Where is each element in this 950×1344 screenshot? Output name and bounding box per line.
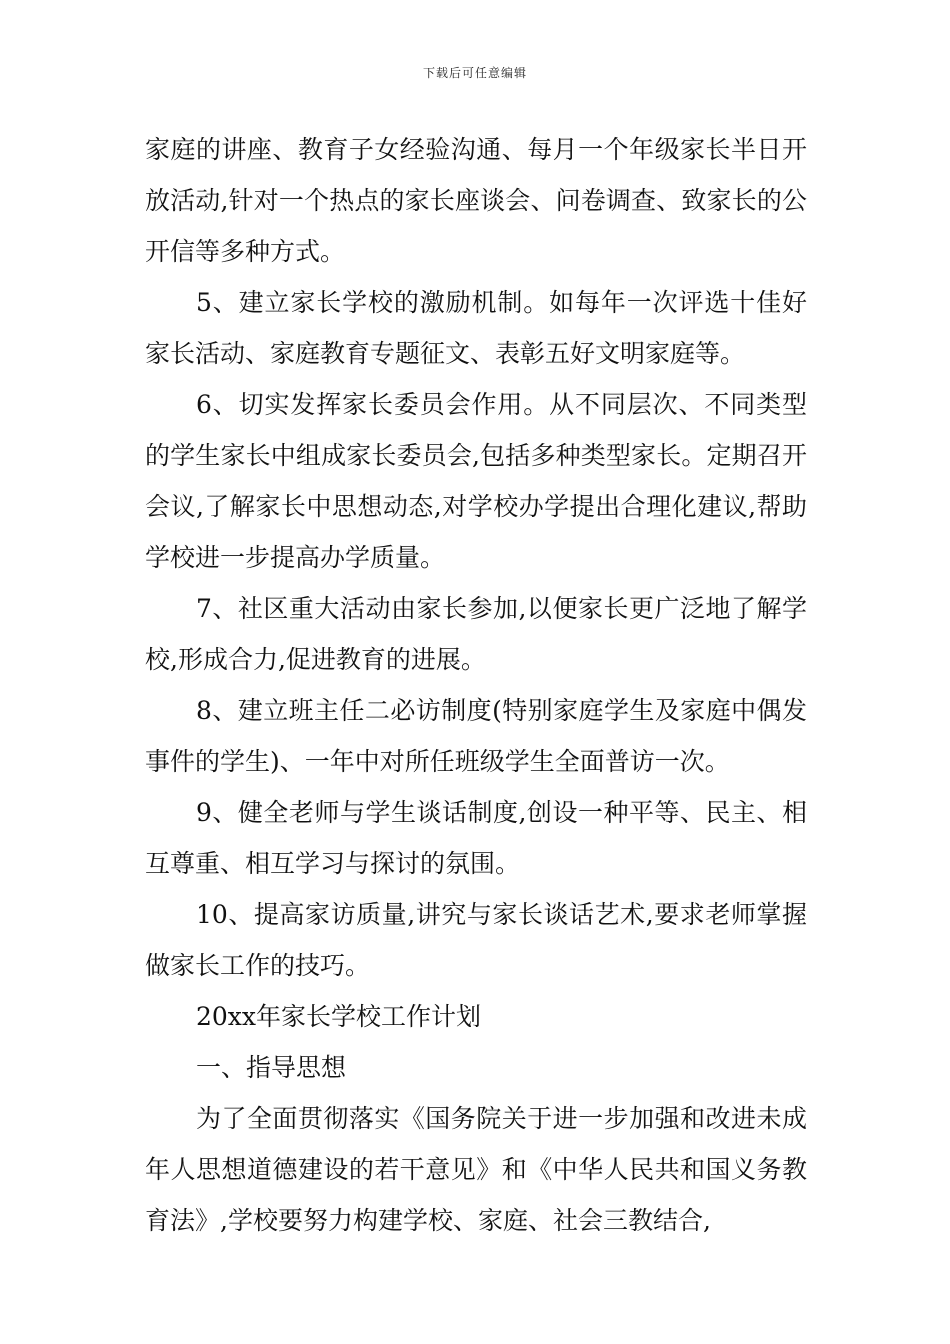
paragraph-guiding-ideology: 为了全面贯彻落实《国务院关于进一步加强和改进未成年人思想道德建设的若干意见》和《中华人民共和国义务教育法》,学校要努力构建学校、家庭、社会三教结合, bbox=[145, 1104, 807, 1235]
paragraph-item-8: 8、建立班主任二必访制度(特别家庭学生及家庭中偶发事件的学生)、一年中对所任班级学生全面普访一次。 bbox=[145, 696, 807, 776]
paragraph-item-10: 10、提高家访质量,讲究与家长谈话艺术,要求老师掌握做家长工作的技巧。 bbox=[145, 900, 807, 980]
paragraph-item-5: 5、建立家长学校的激励机制。如每年一次评选十佳好家长活动、家庭教育专题征文、表彰五好文明家庭等。 bbox=[145, 288, 807, 368]
paragraph-item-6: 6、切实发挥家长委员会作用。从不同层次、不同类型的学生家长中组成家长委员会,包括多种类型家长。定期召开会议,了解家长中思想动态,对学校办学提出合理化建议,帮助学校进一步提高办学质量。 bbox=[145, 390, 807, 572]
paragraph-continuation: 家庭的讲座、教育子女经验沟通、每月一个年级家长半日开放活动,针对一个热点的家长座谈会、问卷调查、致家长的公开信等多种方式。 bbox=[145, 135, 807, 266]
section-title: 20xx年家长学校工作计划 bbox=[196, 1002, 482, 1031]
section-heading-guiding-ideology: 一、指导思想 bbox=[196, 1053, 347, 1082]
document-body bbox=[145, 124, 807, 1246]
paragraph-item-9: 9、健全老师与学生谈话制度,创设一种平等、民主、相互尊重、相互学习与探讨的氛围。 bbox=[145, 798, 807, 878]
page-header-note: 下载后可任意编辑 bbox=[422, 66, 527, 80]
paragraph-item-7: 7、社区重大活动由家长参加,以便家长更广泛地了解学校,形成合力,促进教育的进展。 bbox=[145, 594, 807, 674]
